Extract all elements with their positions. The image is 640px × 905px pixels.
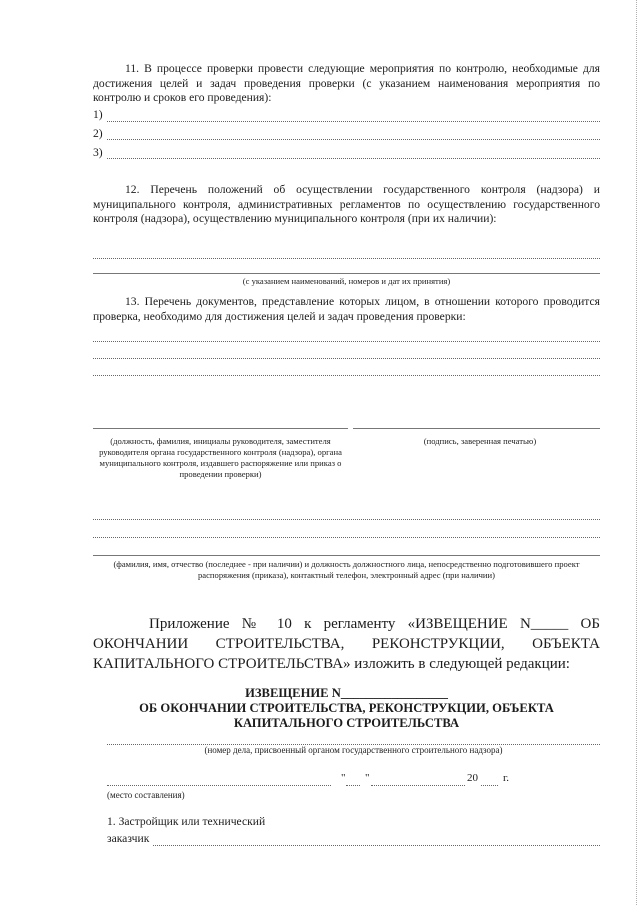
fill-line-3: [107, 158, 600, 159]
fill-line-7: [93, 358, 600, 359]
item-1-label-line2: заказчик: [107, 832, 150, 845]
fill-line-1: [107, 121, 600, 122]
signer-caption: (должность, фамилия, инициалы руководителя, заместителя руководителя органа государственного контроля (надзора), органа муниципального контроля, издавшего распоряжение или приказ о проведении проверки): [99, 436, 342, 479]
fill-line-8: [93, 375, 600, 376]
place-line: [107, 785, 331, 786]
customer-line: [153, 845, 600, 846]
signer-line: [93, 428, 348, 429]
section-12-text: [93, 183, 600, 227]
notice-title-1: ИЗВЕЩЕНИЕ N_________________: [245, 686, 448, 700]
page-edge: [635, 0, 637, 905]
fill-line-2: [107, 139, 600, 140]
section-12-caption: (с указанием наименований, номеров и дат их принятия): [242, 276, 451, 286]
signature-caption: (подпись, заверенная печатью): [423, 436, 537, 446]
section-12-body: 12. Перечень положений об осуществлении государственного контроля (надзора) и муниципального контроля, административных регламентов по осуществлению государственного контроля (надзора), осуществлению муниципального контроля (при их наличии):: [93, 183, 600, 226]
appendix-body: Приложение № 10 к регламенту «ИЗВЕЩЕНИЕ N_____ ОБ ОКОНЧАНИИ СТРОИТЕЛЬСТВА, РЕКОНСТРУКЦИИ, ОБЪЕКТА КАПИТАЛЬНОГО СТРОИТЕЛЬСТВА» изложить в следующей редакции:: [93, 616, 600, 672]
date-year-line: [481, 785, 498, 786]
date-suffix: г.: [503, 772, 510, 784]
list-item-2: 2): [93, 127, 103, 140]
section-11-text: [93, 62, 600, 106]
fill-line-6: [93, 341, 600, 342]
date-quote-open: ": [341, 772, 346, 784]
section-13-text: [93, 295, 600, 324]
fill-line-4: [93, 258, 600, 259]
preparer-line-1: [93, 519, 600, 520]
list-item-1: 1): [93, 108, 103, 121]
place-caption: (место составления): [107, 790, 185, 800]
case-number-caption: (номер дела, присвоенный органом государственного строительного надзора): [204, 745, 503, 755]
section-13-body: 13. Перечень документов, представление которых лицом, в отношении которого проводится проверка, необходимо для достижения целей и задач проведения проверки:: [93, 295, 600, 323]
signature-line: [353, 428, 600, 429]
date-day-line: [346, 785, 360, 786]
preparer-caption: (фамилия, имя, отчество (последнее - при наличии) и должность должностного лица, непосредственно подготовившего проект распоряжения (приказа), контактный телефон, электронный адрес (при наличии): [113, 559, 580, 580]
list-item-3: 3): [93, 146, 103, 159]
notice-title-2: ОБ ОКОНЧАНИИ СТРОИТЕЛЬСТВА, РЕКОНСТРУКЦИИ, ОБЪЕКТА: [139, 701, 554, 715]
appendix-text: [93, 614, 600, 674]
date-year: 20: [467, 772, 478, 784]
section-11-body: 11. В процессе проверки провести следующие мероприятия по контролю, необходимые для достижения целей и задач проведения проверки (с указанием наименования мероприятия по контролю и сроков его проведения):: [93, 62, 600, 105]
preparer-line-2: [93, 537, 600, 538]
fill-line-5: [93, 273, 600, 274]
date-month-line: [371, 785, 465, 786]
date-quote-close: ": [365, 772, 370, 784]
notice-title-3: КАПИТАЛЬНОГО СТРОИТЕЛЬСТВА: [233, 716, 460, 730]
preparer-line-3: [93, 555, 600, 556]
item-1-label-line1: 1. Застройщик или технический: [107, 815, 266, 828]
